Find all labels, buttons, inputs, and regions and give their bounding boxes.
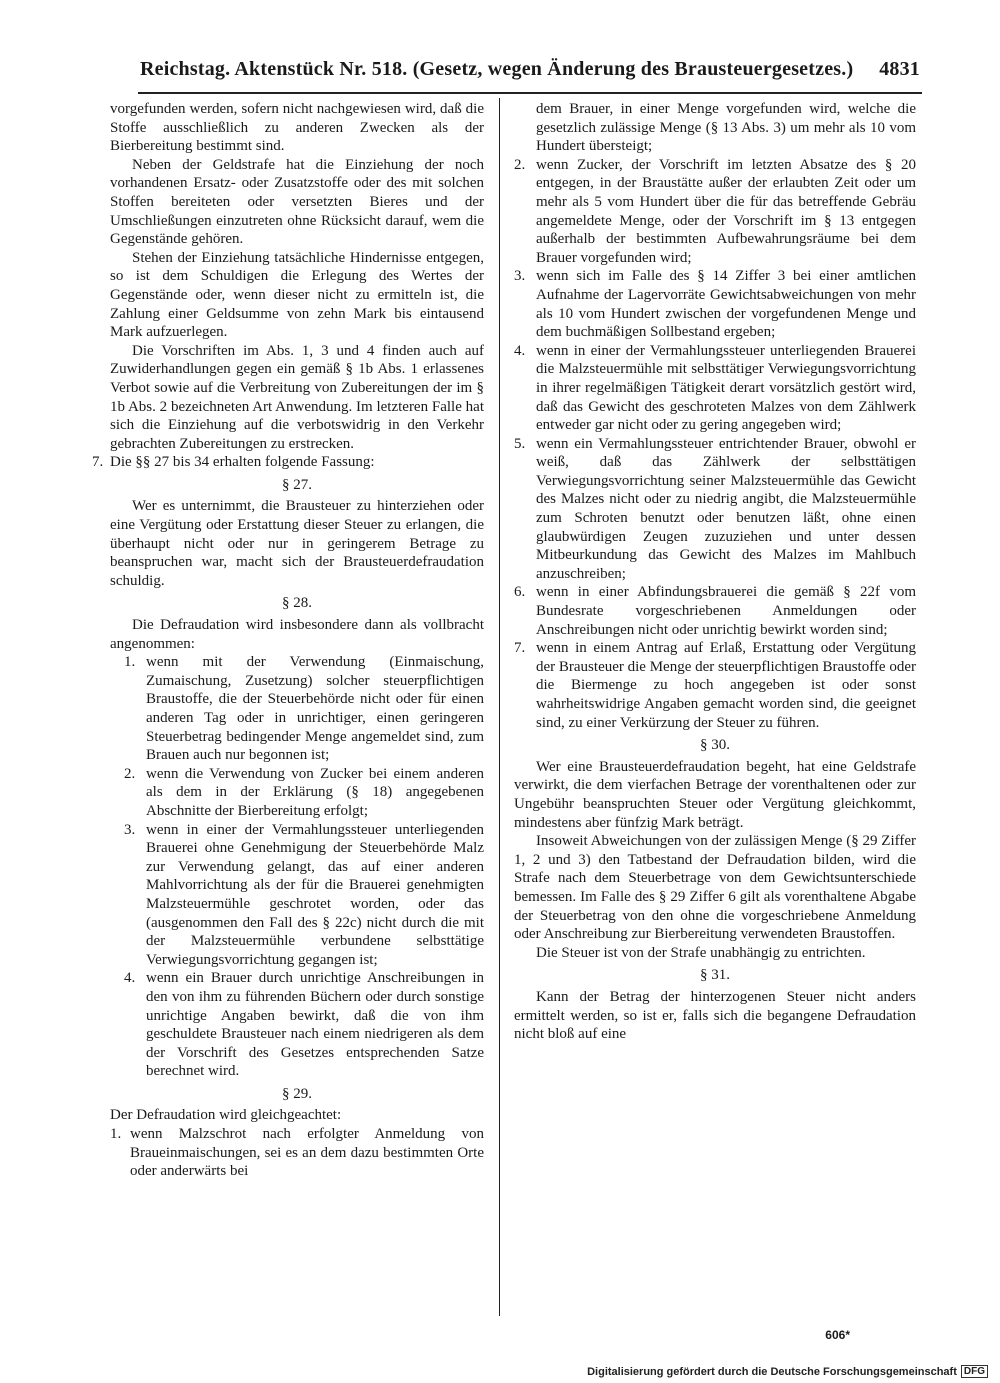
paragraph: Die Vorschriften im Abs. 1, 3 und 4 finden auch auf Zuwiderhandlungen gegen ein gemäß § 1b Abs. 1 erlassenes Verbot sowie auf die Verbreitung von Zubereitungen der im § 1b Abs. 2 bezeichneten Art Anwendung. Im letzteren Falle hat sich die Einziehung auf die verbotswidrig in den Verkehr gebrachten Zubereitungen zu erstrecken.: [110, 342, 484, 452]
left-column: [92, 100, 484, 1181]
footer: [587, 1365, 988, 1378]
item-number: 5.: [514, 435, 526, 452]
item-text: wenn ein Vermahlungssteuer entrichtender Brauer, obwohl er weiß, daß das Zählwerk der selbsttätigen Verwiegungsvorrichtung seiner Malzsteuermühle das Gewicht des Malzes nicht oder zu niedrig angibt, die Malzsteuermühle zum Schroten benutzt oder benutzen läßt, ohne einen glaubwürdigen Zeugen zuzuziehen und unter dessen Mitbeurkundung das Gewicht des Malzes im Mahlbuch anzuschreiben;: [536, 435, 916, 582]
list-item: [514, 267, 916, 341]
paragraph: Wer es unternimmt, die Brausteuer zu hinterziehen oder eine Vergütung oder Erstattung dieser Steuer zu erlangen, die überhaupt nicht oder nur in geringerem Betrage zu beanspruchen war, macht sich der Brausteuerdefraudation schuldig.: [110, 498, 484, 589]
section-heading: § 30.: [700, 737, 730, 754]
item-number: 2.: [514, 156, 526, 173]
section-heading: § 29.: [282, 1085, 312, 1102]
item-text: wenn in einer Abfindungsbrauerei die gemäß § 22f vom Bundesrate vorgeschriebenen Anmeldungen oder Anschreibungen nicht oder unrichtig bewirkt worden sind;: [536, 584, 916, 638]
list-item: [110, 1125, 484, 1181]
list-item: [124, 653, 484, 765]
list-item: [514, 639, 916, 732]
list-item: [514, 435, 916, 584]
section-heading: § 31.: [700, 967, 730, 984]
item-number: 7.: [92, 454, 104, 471]
item-text: wenn in einer der Vermahlungssteuer unterliegenden Brauerei die Malzsteuermühle mit selbsttätiger Verwiegungsvorrichtung in ihrer regelmäßigen Tätigkeit derart vorsätzlich gestört wird, daß das Gewicht des geschroteten Malzes von dem Zählwerk entweder gar nicht oder zu gering angegeben wird;: [536, 342, 916, 434]
item-number: 3.: [514, 268, 526, 285]
item-number: 3.: [124, 821, 136, 838]
list-item: [514, 156, 916, 268]
running-title: Reichstag. Aktenstück Nr. 518. (Gesetz, wegen Änderung des Brausteuergesetzes.): [140, 58, 854, 80]
paragraph: vorgefunden werden, sofern nicht nachgewiesen wird, daß die Stoffe ausschließlich zu anderen Zwecken als der Bierbereitung bestimmt sind.: [110, 101, 484, 155]
s28-item-list: [110, 653, 484, 1081]
item-text: wenn in einem Antrag auf Erlaß, Erstattung oder Vergütung der Brausteuer die Menge der steuerpflichtigen Braustoffe oder die Biermenge zu hoch angegeben ist oder sonst wahrheitswidrige Angaben gemacht worden sind, die geeignet sind, zu einer Verkürzung der Steuer zu führen.: [536, 640, 916, 731]
item-text: wenn sich im Falle des § 14 Ziffer 3 bei einer amtlichen Aufnahme der Lagervorräte Gewichtsabweichungen von mehr als 10 vom Hundert zwischen der vorgefundenen Menge und dem buchmäßigen Sollbestand ergeben;: [536, 268, 916, 341]
list-item: [514, 342, 916, 435]
item-number: 2.: [124, 765, 136, 782]
paragraph: Insoweit Abweichungen von der zulässigen Menge (§ 29 Ziffer 1, 2 und 3) den Tatbestand der Defraudation bilden, wird die Strafe nach dem Steuerbetrage von dem Gewichtsunterschiede bemessen. Im Falle des § 29 Ziffer 6 gilt als vorenthaltene Abgabe der Steuerbetrag von den ohne die vorgeschriebene Anmeldung oder Anschreibung zur Bierbereitung verwendeten Braustoffen.: [514, 833, 916, 943]
section-heading: § 27.: [282, 476, 312, 493]
item-number: 7.: [514, 640, 526, 657]
item-number: 1.: [124, 654, 136, 671]
right-column: [514, 100, 916, 1044]
item-number: 6.: [514, 584, 526, 601]
paragraph: Wer eine Brausteuerdefraudation begeht, hat eine Geldstrafe verwirkt, die dem vierfachen Betrage der vorenthaltenen oder zur Ungebühr beanspruchten Steuer oder Vergütung gleichkommt, mindestens aber fünfzig Mark beträgt.: [514, 758, 916, 831]
item-number: 4.: [124, 970, 136, 987]
header-rule: [138, 92, 922, 94]
column-divider: [499, 98, 500, 1316]
item-number: 1.: [110, 1126, 122, 1143]
signature-mark: 606*: [825, 1328, 850, 1342]
list-item: [124, 765, 484, 821]
list-item: [124, 969, 484, 1081]
list-item: [92, 453, 484, 472]
footer-credit: Digitalisierung gefördert durch die Deutsche Forschungsgemeinschaft: [587, 1365, 957, 1378]
list-item: [514, 583, 916, 639]
paragraph: Kann der Betrag der hinterzogenen Steuer nicht anders ermittelt werden, so ist er, falls sich die begangene Defraudation nicht bloß auf eine: [514, 988, 916, 1043]
paragraph: dem Brauer, in einer Menge vorgefunden wird, welche die gesetzlich zulässige Menge (§ 13 Abs. 3) um mehr als 10 vom Hundert übersteigt;: [536, 101, 916, 155]
paragraph: Neben der Geldstrafe hat die Einziehung der noch vorhandenen Ersatz- oder Zusatzstoffe oder des mit solchen Stoffen bereiteten oder versetzten Bieres und der Umschließungen einzutreten ohne Rücksicht darauf, wem die Gegenstände gehören.: [110, 156, 484, 248]
item-text: wenn mit der Verwendung (Einmaischung, Zumaischung, Zusetzung) solcher steuerpflichtigen Braustoffe, die der Steuerbehörde nicht oder für einen anderen Tag oder in unrichtiger, einen geringeren Steuerbetrag bedingender Menge angemeldet sind, zum Brauen auch nur begonnen ist;: [146, 654, 484, 764]
paragraph: Die Steuer ist von der Strafe unabhängig zu entrichten.: [536, 944, 866, 961]
paragraph: Stehen der Einziehung tatsächliche Hindernisse entgegen, so ist dem Schuldigen die Erlegung des Wertes der Gegenstände oder, wenn dieser nicht zu ermitteln ist, die Zahlung einer Geldsumme von zehn Mark bis eintausend Mark aufzuerlegen.: [110, 249, 484, 341]
s29-item-list: [514, 156, 916, 732]
page-number: 4831: [879, 58, 920, 80]
item-text: wenn die Verwendung von Zucker bei einem anderen als dem in der Erklärung (§ 18) angegebenen Abschnitte der Bierbereitung erfolgt;: [146, 765, 484, 819]
item-text: wenn Malzschrot nach erfolgter Anmeldung von Braueinmaischungen, sei es an dem dazu bestimmten Orte oder anderwärts bei: [130, 1126, 484, 1180]
item-text: Die §§ 27 bis 34 erhalten folgende Fassung:: [110, 454, 375, 471]
section-heading: § 28.: [282, 595, 312, 612]
item-number: 4.: [514, 342, 526, 359]
item-text: wenn ein Brauer durch unrichtige Anschreibungen in den von ihm zu führenden Büchern oder durch sonstige unrichtige Angaben bewirkt, daß die von ihm geschuldete Brausteuer nach einem niedrigeren als dem der Vorschrift des Gesetzes entsprechenden Satze berechnet wird.: [146, 970, 484, 1080]
paragraph: Die Defraudation wird insbesondere dann als vollbracht angenommen:: [110, 617, 484, 652]
list-item: [124, 821, 484, 970]
dfg-logo: DFG: [961, 1365, 988, 1378]
item-text: wenn in einer der Vermahlungssteuer unterliegenden Brauerei ohne Genehmigung der Steuerbehörde Malz zur Verwendung gelangt, das auf einer anderen Mahlvorrichtung als der für die Brauerei genehmigten Malzsteuermühle geschrotet worden, oder das (ausgenommen den Fall des § 22c) nicht durch die mit der Malzsteuermühle verbundene selbsttätige Verwiegungsvorrichtung gegangen ist;: [146, 821, 484, 968]
paragraph: Der Defraudation wird gleichgeachtet:: [110, 1107, 342, 1124]
item-text: wenn Zucker, der Vorschrift im letzten Absatze des § 20 entgegen, in der Braustätte außer der erlaubten Zeit oder um mehr als 5 vom Hundert über die für das betreffende Gebräu angemeldete Menge, oder der Vorschrift im § 13 entgegen außerhalb der bestimmten Aufbewahrungsräume bei dem Brauer vorgefunden wird;: [536, 156, 916, 266]
page-header: [140, 58, 920, 88]
